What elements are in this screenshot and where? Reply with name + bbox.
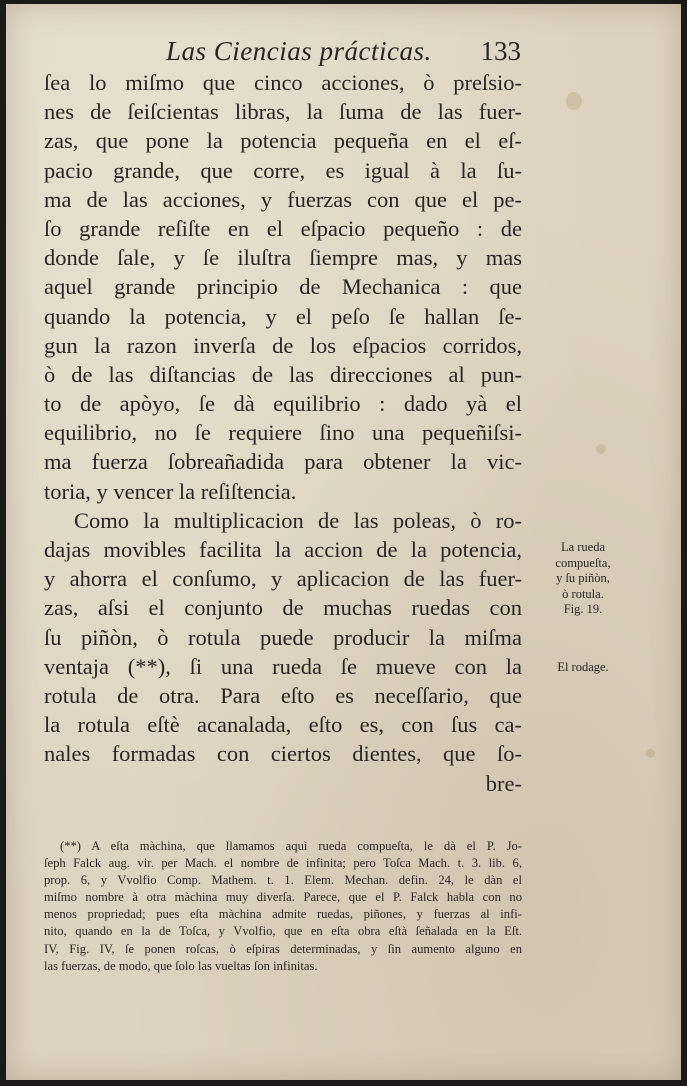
text-line: quando la potencia, y el peſo ſe hallan ſe- <box>44 303 522 329</box>
text-line: ventaja (**), ſi una rueda ſe mueve con la <box>44 653 522 679</box>
text-line: equilibrio, no ſe requiere ſino una pequeñiſsi- <box>44 420 522 446</box>
text-line: ſea lo miſmo que cinco acciones, ò preſsio- <box>44 70 522 95</box>
footnote-line: nito, quando en la de Toſca, y Vvolfio, que en eſta obra eſtà ſeñalada en la Eſt. <box>44 924 522 939</box>
book-page <box>6 4 681 1080</box>
catchword: bre- <box>485 770 522 796</box>
footnote-line: prop. 6, y Vvolfio Comp. Mathem. t. 1. Elem. Mechan. defin. 24, le dàn el <box>44 873 522 888</box>
text-line: ſo grande reſiſte en el eſpacio pequeño : de <box>44 215 522 241</box>
margin-note-line: compueſta, <box>555 555 611 570</box>
footnote-line: (**) A eſta màchina, que llamamos aquì rueda compueſta, le dà el P. Jo- <box>60 839 522 853</box>
footnote-line: menos propriedad; pues eſta màchina admite ruedas, piñones, y fuerzas al infi- <box>44 907 522 922</box>
text-line: toria, y vencer la reſiſtencia. <box>44 478 297 504</box>
text-line: gun la razon inverſa de los eſpacios corridos, <box>44 332 522 358</box>
footnote-line: IV, Fig. IV, ſe ponen roſcas, ò eſpiras determinadas, y ſin aumento alguno en <box>44 941 522 956</box>
text-line: zas, que pone la potencia pequeña en el eſ- <box>44 128 522 154</box>
text-line: to de apòyo, ſe dà equilibrio : dado yà el <box>44 391 522 417</box>
text-line: pacio grande, que corre, es igual à la ſu- <box>44 157 522 183</box>
text-line: dajas movibles facilita la accion de la potencia, <box>44 537 522 562</box>
margin-note-line: La rueda <box>560 540 606 554</box>
footnote <box>44 838 522 975</box>
text-line: la rotula eſtè acanalada, eſto es, con ſus ca- <box>44 712 522 738</box>
footnote-line: ſeph Falck aug. vir. per Mach. el nombre de infinita; pero Toſca Mach. t. 3. lib. 6, <box>44 856 522 871</box>
footnote-line: las fuerzas, de modo, que ſolo las vueltas ſon infinitas. <box>44 958 318 973</box>
text-line: aquel grande principio de Mechanica : que <box>44 274 522 300</box>
text-line: nes de ſeiſcientas libras, la ſuma de las fuer- <box>44 99 522 125</box>
paper-stain <box>646 749 655 758</box>
page-number: 133 <box>480 36 521 66</box>
text-line: ma de las acciones, y fuerzas con que el pe- <box>44 186 522 212</box>
paper-stain <box>596 444 606 454</box>
text-line: ma fuerza ſobreañadida para obtener la vic- <box>44 449 522 475</box>
text-line: ſu piñòn, ò rotula puede producir la miſma <box>44 624 522 650</box>
text-line: ò de las diſtancias de las direcciones al pun- <box>44 361 522 387</box>
paper-stain <box>566 92 582 110</box>
page-header <box>156 32 521 72</box>
text-line: zas, aſsi el conjunto de muchas ruedas con <box>44 595 522 621</box>
margin-note-line: y ſu piñòn, <box>556 571 610 585</box>
footnote-line: miſmo nombre à otra màchina muy diverſa. Parece, que el P. Falck habla con no <box>44 890 522 905</box>
text-line: rotula de otra. Para eſto es neceſſario, que <box>44 682 522 708</box>
margin-note-line: ò rotula. <box>562 586 604 601</box>
margin-notes <box>538 540 628 674</box>
text-line: Como la multiplicacion de las poleas, ò ro- <box>74 507 522 533</box>
text-line: donde ſale, y ſe iluſtra ſiempre mas, y mas <box>44 245 522 271</box>
figure-reference: Fig. 19. <box>563 602 603 616</box>
main-text <box>44 68 522 798</box>
margin-note-rodage: El rodage. <box>557 660 609 674</box>
text-line: y ahorra el conſumo, y aplicacion de las fuer- <box>44 566 522 592</box>
running-title: Las Ciencias prácticas. <box>166 36 432 66</box>
text-line: nales formadas con ciertos dientes, que ſo- <box>44 741 522 767</box>
